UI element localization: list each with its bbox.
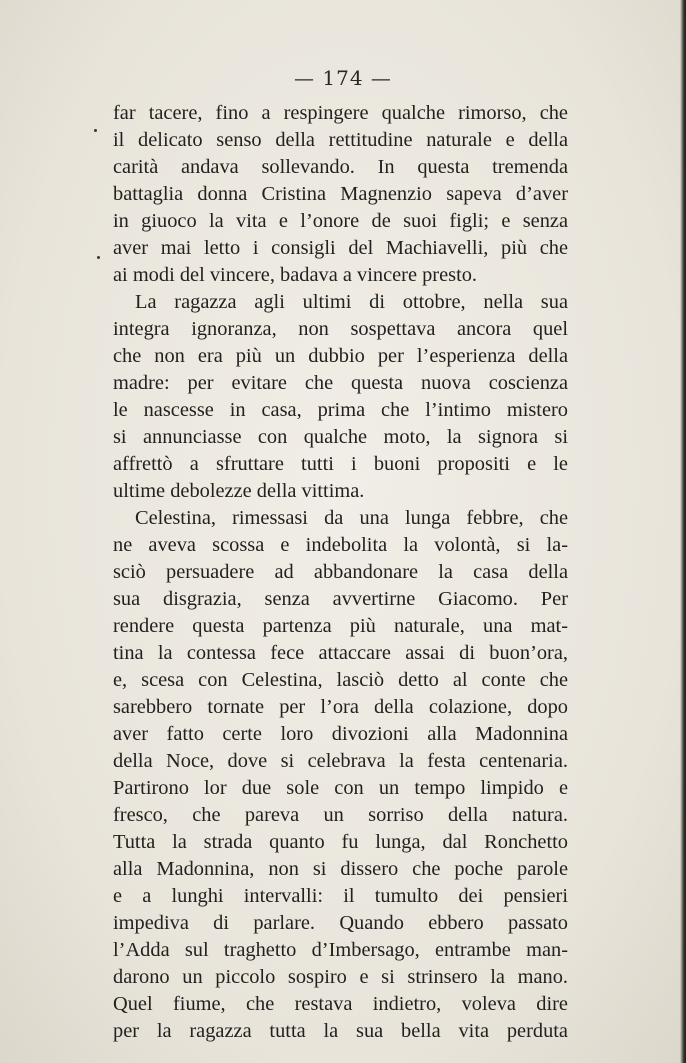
text-line: affrettò a sfruttare tutti i buoni propositi e le	[113, 453, 568, 475]
text-line: aver mai letto i consigli del Machiavelli, più che	[113, 237, 568, 259]
page-edge-shadow	[680, 0, 686, 1063]
text-line: sua disgrazia, senza avvertirne Giacomo. Per	[113, 588, 568, 610]
text-line: e a lunghi intervalli: il tumulto dei pensieri	[113, 885, 568, 907]
text-line: sciò persuadere ad abbandonare la casa della	[113, 561, 568, 583]
text-line: per la ragazza tutta la sua bella vita perduta	[113, 1020, 568, 1042]
text-line: impediva di parlare. Quando ebbero passato	[113, 912, 568, 934]
body-text	[113, 100, 568, 1045]
text-line: il delicato senso della rettitudine naturale e della	[113, 129, 568, 151]
margin-mark	[94, 129, 97, 132]
text-line: ai modi del vincere, badava a vincere presto.	[113, 264, 478, 286]
margin-mark	[97, 256, 100, 259]
text-line: e, scesa con Celestina, lasciò detto al conte che	[113, 669, 568, 691]
text-line: in giuoco la vita e l’onore de suoi figli; e senza	[113, 210, 568, 232]
text-line: che non era più un dubbio per l’esperienza della	[113, 345, 568, 367]
text-line: Tutta la strada quanto fu lunga, dal Ronchetto	[113, 831, 568, 853]
text-line: integra ignoranza, non sospettava ancora quel	[113, 318, 568, 340]
text-line: far tacere, fino a respingere qualche rimorso, che	[113, 102, 568, 124]
text-line: tina la contessa fece attaccare assai di buon’ora,	[113, 642, 568, 664]
text-line: Quel fiume, che restava indietro, voleva dire	[113, 993, 568, 1015]
text-line: alla Madonnina, non si dissero che poche parole	[113, 858, 568, 880]
text-line: si annunciasse con qualche moto, la signora si	[113, 426, 568, 448]
page-number: — 174 —	[294, 66, 392, 90]
text-line: battaglia donna Cristina Magnenzio sapeva d’aver	[113, 183, 568, 205]
text-line: La ragazza agli ultimi di ottobre, nella sua	[135, 291, 568, 313]
text-line: carità andava sollevando. In questa tremenda	[113, 156, 568, 178]
text-line: sarebbero tornate per l’ora della colazione, dopo	[113, 696, 568, 718]
text-line: della Noce, dove si celebrava la festa centenaria.	[113, 750, 568, 772]
text-line: aver fatto certe loro divozioni alla Madonnina	[113, 723, 568, 745]
text-line: l’Adda sul traghetto d’Imbersago, entrambe man-	[113, 939, 568, 961]
text-line: Partirono lor due sole con un tempo limpido e	[113, 777, 568, 799]
text-line: madre: per evitare che questa nuova coscienza	[113, 372, 568, 394]
text-line: ultime debolezze della vittima.	[113, 480, 365, 502]
text-line: ne aveva scossa e indebolita la volontà, si la-	[113, 534, 568, 556]
text-line: Celestina, rimessasi da una lunga febbre, che	[135, 507, 568, 529]
text-line: le nascesse in casa, prima che l’intimo mistero	[113, 399, 568, 421]
text-line: darono un piccolo sospiro e si strinsero la mano.	[113, 966, 568, 988]
text-line: fresco, che pareva un sorriso della natura.	[113, 804, 568, 826]
text-line: rendere questa partenza più naturale, una mat-	[113, 615, 568, 637]
